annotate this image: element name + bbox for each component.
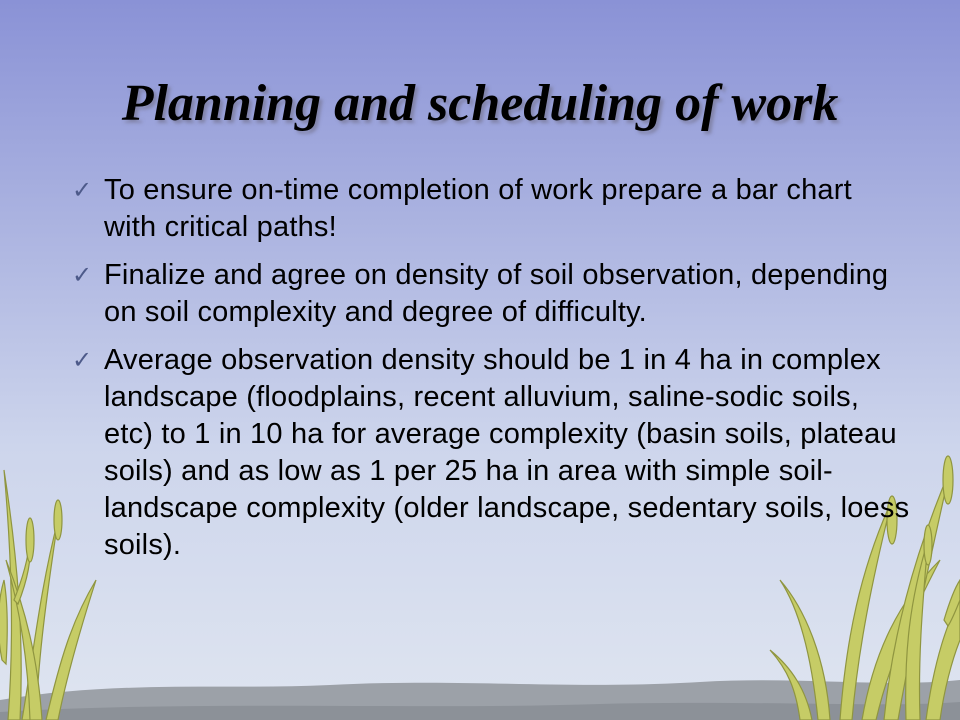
check-icon: ✓ xyxy=(72,346,93,374)
bullet-item xyxy=(72,342,912,564)
bullet-item xyxy=(72,172,912,246)
check-icon: ✓ xyxy=(72,261,93,289)
bullet-text: To ensure on-time completion of work prepare a bar chart with critical paths! xyxy=(104,174,852,243)
bullet-text: Average observation density should be 1 in 4 ha in complex landscape (floodplains, recent alluvium, saline-sodic soils, etc) to 1 in 10 ha for average complexity (basin soils, plateau soils) and as low as 1 per 25 ha in area with simple soil-landscape complexity (older landscape, sedentary soils, loess soils). xyxy=(104,344,910,561)
check-icon: ✓ xyxy=(72,176,93,204)
bullet-text: Finalize and agree on density of soil observation, depending on soil complexity and degree of difficulty. xyxy=(104,259,889,328)
bullet-item xyxy=(72,257,912,331)
bullet-list xyxy=(72,172,912,575)
slide-title: Planning and scheduling of work xyxy=(121,75,839,132)
